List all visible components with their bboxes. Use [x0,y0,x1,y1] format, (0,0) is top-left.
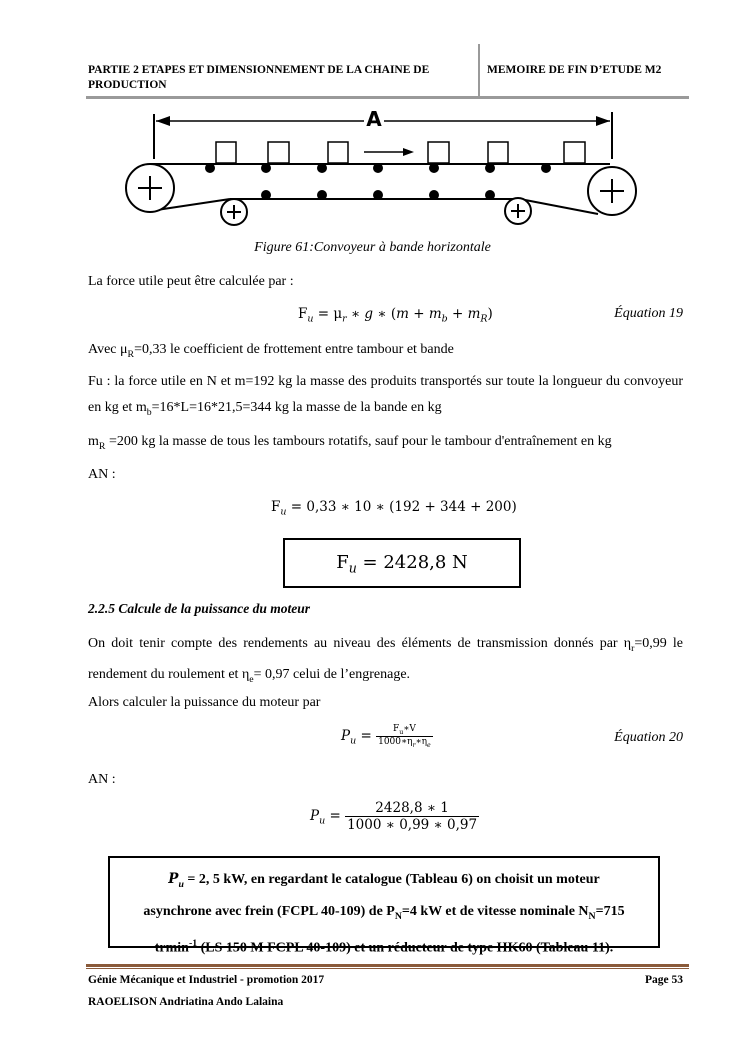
variables-definition-text: Fu : la force utile en N et m=192 kg la masse des produits transportés sur toute la longueur du convoyeur en kg et $m_b=16*L=16*21,5=344$ kg la masse de la bande en kg [88,374,683,418]
dimension-label: A [366,107,382,131]
footer-author: RAOELISON Andriatina Ando Lalaina [88,996,284,1008]
dimension-arrow-right [596,116,610,126]
header-divider [478,44,480,98]
an-label-1: AN : [88,467,116,482]
intro-text: La force utile peut être calculée par : [88,274,294,289]
an-label-2: AN : [88,772,116,787]
footer-page-number: Page 53 [644,974,683,986]
equation-19: $F_u = \mu_r$ ∗ g ∗ $(m + m_b + m_R)$ [298,306,493,325]
header-chapter-title: PARTIE 2 ETAPES ET DIMENSIONNEMENT DE LA CHAINE DE PRODUCTION [88,64,430,91]
drum-mass-text: $m_R =200$ kg la masse de tous les tambours rotatifs, sauf pour le tambour d'entraînement en kg [88,434,612,452]
conveyor-diagram [120,104,640,229]
equation-20: $P_u$ = $\frac{F_u∗V}{1000∗\eta_r∗\eta_e}$ [341,724,431,749]
direction-arrow-head [403,148,414,156]
efficiency-text: On doit tenir compte des rendements au niveau des éléments de transmission donnés par $\eta_r=0,99$ le rendement du roulement et $\eta_e= 0,97$ celui de l’engrenage. [88,636,684,685]
power-intro-text: Alors calculer la puissance du moteur par [88,695,321,710]
equation-20-label: Équation 20 [614,730,683,745]
power-calculation: $P_u$ = $\frac{2428,8 ∗ 1}{1000 ∗ 0,99 ∗ 0,97}$ [310,800,478,833]
motor-selection-box [108,856,660,956]
header-rule [86,96,689,99]
force-result-box: $F_u = 2428,8$ N [283,538,521,588]
conclusion-line-2: asynchrone avec frein (FCPL 40-109) de $P_N=4$ kW et de vitesse nominale $N_N=715$ [143,903,625,922]
friction-coefficient-text: Avec $\mu_R=0,33$ le coefficient de frottement entre tambour et bande [88,342,454,360]
figure-caption: Figure 61:Convoyeur à bande horizontale [254,240,491,255]
footer-program: Génie Mécanique et Industriel - promotion 2017 [88,974,325,986]
conclusion-line-1: $P_u = 2$, 5 kW, en regardant le catalogue (Tableau 6) on choisit un moteur [168,871,600,890]
footer-rule-thin [86,968,689,969]
equation-19-label: Équation 19 [614,306,683,321]
section-heading: 2.2.5 Calcule de la puissance du moteur [88,601,311,616]
force-calculation: $F_u = 0,33$ ∗ 10 ∗ (192 + 344 + 200) [271,499,517,518]
header-thesis-title: MEMOIRE DE FIN D’ETUDE M2 [487,64,662,76]
conclusion-line-3: trmin$^{-1}$ (LS 150 M FCPL 40-109) et un réducteur de type HK60 (Tableau 11). [154,937,614,956]
footer-rule [86,964,689,967]
dimension-arrow-left [156,116,170,126]
